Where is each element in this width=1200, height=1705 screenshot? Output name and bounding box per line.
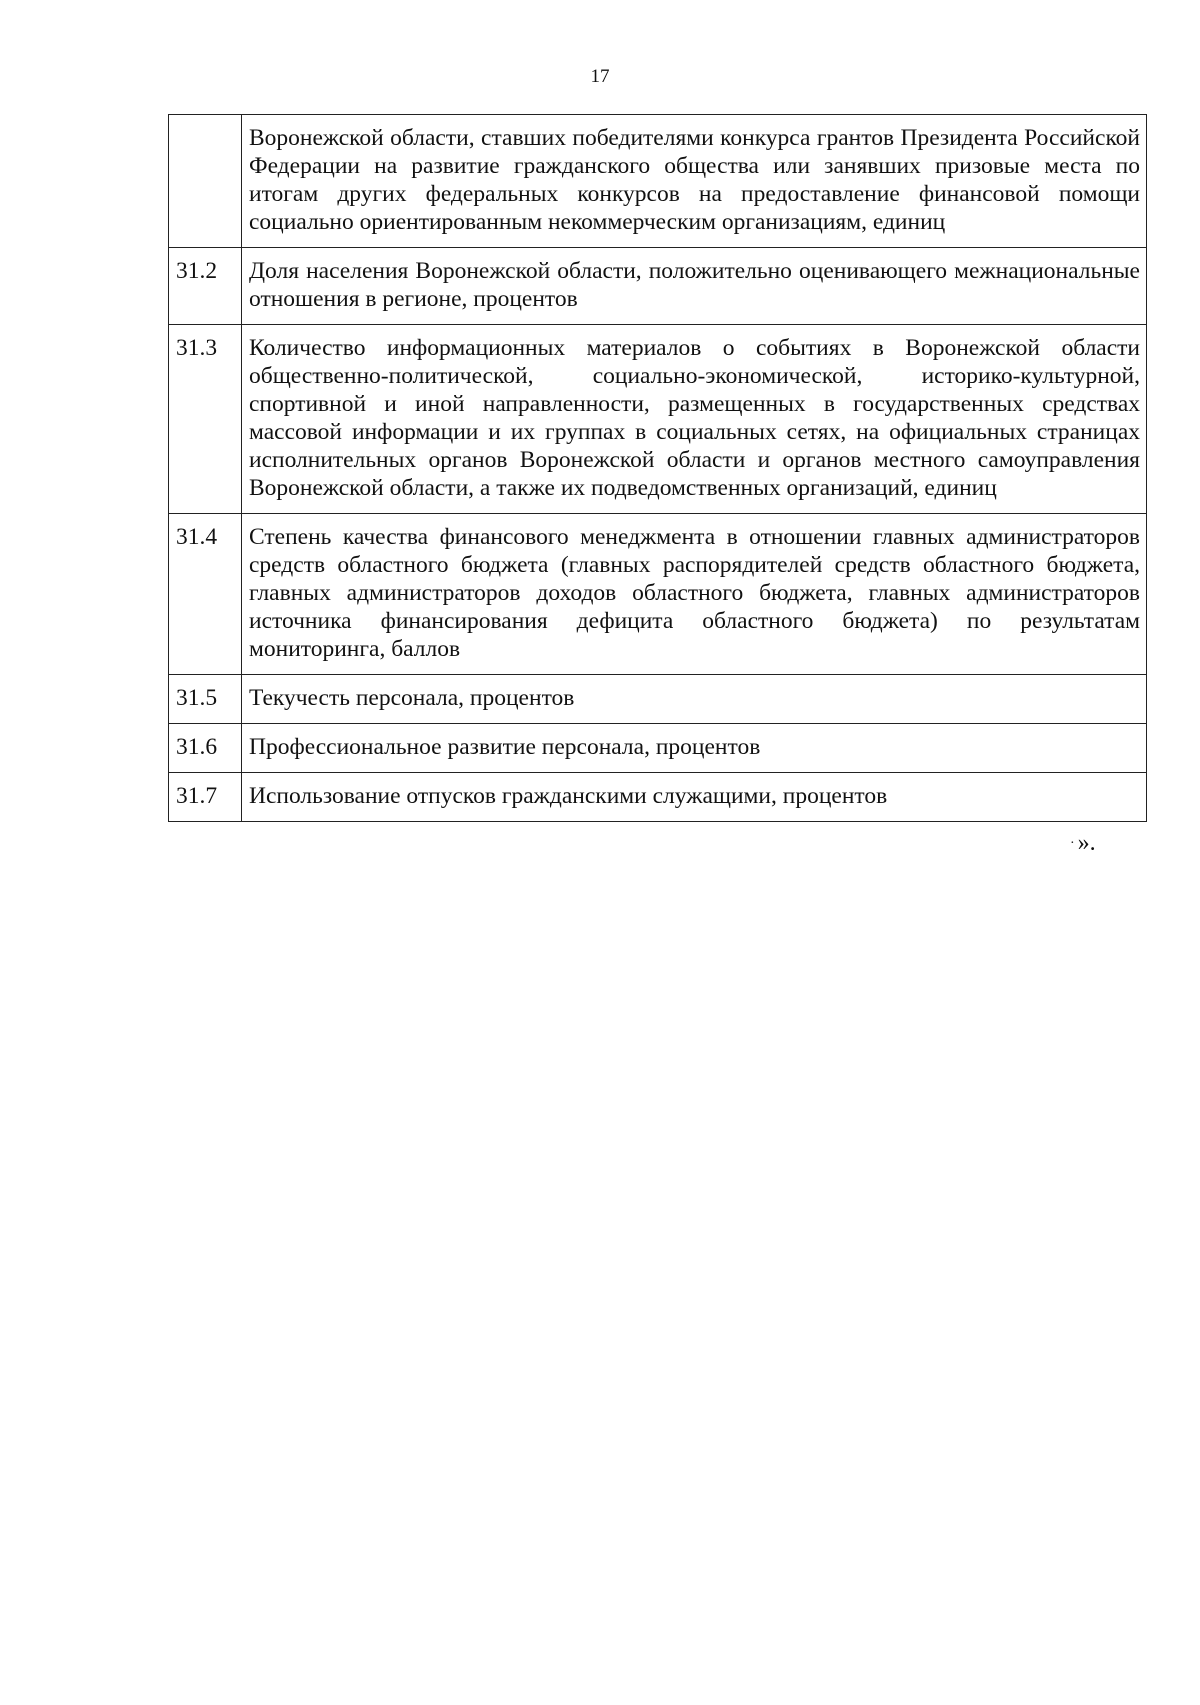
table-row: [169, 675, 1147, 724]
row-number: 31.5: [169, 675, 242, 724]
row-text: Доля населения Воронежской области, положительно оценивающего межнациональные отношения в регионе, процентов: [242, 248, 1147, 325]
table-row: [169, 773, 1147, 822]
row-number: 31.7: [169, 773, 242, 822]
table-row: [169, 514, 1147, 675]
row-text: Воронежской области, ставших победителями конкурса грантов Президента Российской Федерации на развитие гражданского общества или занявших призовые места по итогам других федеральных конкурсов на предоставление финансовой помощи социально ориентированным некоммерческим организациям, единиц: [242, 115, 1147, 248]
row-number: 31.6: [169, 724, 242, 773]
table-row: [169, 248, 1147, 325]
row-number: 31.2: [169, 248, 242, 325]
closing-quote-mark: ».: [1077, 830, 1096, 856]
closing-dot: ·: [1070, 836, 1075, 852]
table-row: [169, 325, 1147, 514]
row-number: 31.4: [169, 514, 242, 675]
row-number: 31.3: [169, 325, 242, 514]
row-text: Степень качества финансового менеджмента в отношении главных администраторов средств областного бюджета (главных распорядителей средств областного бюджета, главных администраторов доходов областного бюджета, главных администраторов источника финансирования дефицита областного бюджета) по результатам мониторинга, баллов: [242, 514, 1147, 675]
row-number: [169, 115, 242, 248]
closing-quote: [1070, 830, 1096, 857]
row-text: Использование отпусков гражданскими служащими, процентов: [242, 773, 1147, 822]
row-text: Профессиональное развитие персонала, процентов: [242, 724, 1147, 773]
row-text: Количество информационных материалов о событиях в Воронежской области общественно-политической, социально-экономической, историко-культурной, спортивной и иной направленности, размещенных в государственных средствах массовой информации и их группах в социальных сетях, на официальных страницах исполнительных органов Воронежской области и органов местного самоуправления Воронежской области, а также их подведомственных организаций, единиц: [242, 325, 1147, 514]
page-number: 17: [590, 66, 610, 87]
indicators-table: [168, 114, 1147, 822]
row-text: Текучесть персонала, процентов: [242, 675, 1147, 724]
table-row: [169, 724, 1147, 773]
table-row: [169, 115, 1147, 248]
